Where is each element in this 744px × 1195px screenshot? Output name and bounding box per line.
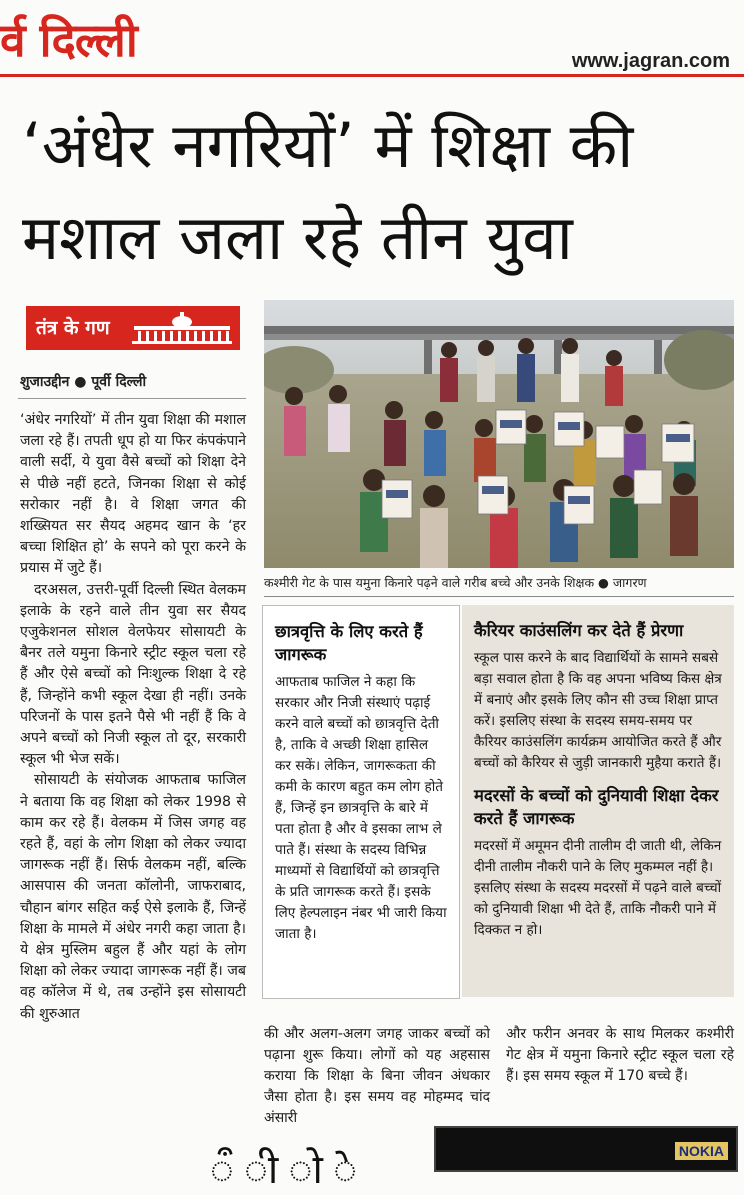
- headline-line-2: मशाल जला रहे तीन युवा: [22, 201, 573, 274]
- next-story-headline: ऀ ी ो े: [210, 1147, 357, 1193]
- madrasa-body: मदरसों में अमूमन दीनी तालीम दी जाती थी, लेकिन दीनी तालीम नौकरी पाने के लिए मुकम्मल नहीं है। इसलिए संस्था के सदस्य मदरसों में पढ़ने वाले बच्चों को दुनियावी शिक्षा भी देते हैं, ताकि नौकरी पाने में दिक्कत न हो।: [474, 838, 722, 938]
- byline: शुजाउद्दीन ● पूर्वी दिल्ली: [20, 374, 147, 390]
- masthead-rule: [0, 74, 744, 77]
- byline-rule: [18, 398, 246, 399]
- paragraph: ‘अंधेर नगरियों’ में तीन युवा शिक्षा की मशाल जला रहे हैं। तपती धूप हो या फिर कंपकंपाने वाली सर्दी, ये युवा वैसे बच्चों को शिक्षा देने से पीछे नहीं हटते, जिनका शिक्षा से कोई सरोकार नहीं है। वे शिक्षा जगत की शख्सियत सर सैयद अहमद खान के ‘हर बच्चा शिक्षित हो’ के सपने को पूरा करने के प्रयास में जुटे हैं।: [20, 412, 246, 577]
- section-name: र्व दिल्ली: [0, 13, 137, 67]
- advertisement[interactable]: [434, 1126, 738, 1172]
- parliament-icon: [130, 312, 234, 344]
- career-box: [462, 605, 734, 997]
- headline-line-1: ‘अंधेर नगरियों’ में शिक्षा की: [22, 109, 634, 182]
- scholarship-body: आफताब फाजिल ने कहा कि सरकार और निजी संस्थाएं पढ़ाई करने वाले बच्चों को छात्रवृत्ति देती है, ताकि वे अच्छी शिक्षा हासिल कर सकें। लेकिन, जागरूकता की कमी के कारण बहुत कम लोग होते हैं, जिन्हें इन छात्रवृत्ति के बारे में पता होता है और वे इसका लाभ ले पाते हैं। संस्था के सदस्य विभिन्न माध्यमों से विद्यार्थियों को छात्रवृत्ति के प्रति जागरूक करते हैं। इसके लिए हेल्पलाइन नंबर भी जारी किया जाता है।: [275, 674, 447, 942]
- site-url[interactable]: www.jagran.com: [571, 50, 730, 72]
- scholarship-box: [262, 605, 460, 999]
- continuation-middle: की और अलग-अलग जगह जाकर बच्चों को पढ़ाना शुरू किया। लोगों को यह अहसास कराया कि शिक्षा के बिना जीवन अंधकार जैसा होता है। इस समय वह मोहम्मद चांद अंसारी: [264, 1026, 490, 1126]
- column-tag: [26, 306, 240, 350]
- scholarship-heading: छात्रवृत्ति के लिए करते हैं जागरूक: [275, 622, 423, 664]
- ad-brand-logo: NOKIA: [675, 1142, 728, 1160]
- paragraph: सोसायटी के संयोजक आफताब फाजिल ने बताया कि वह शिक्षा को लेकर 1998 से काम कर रहे हैं। वेलकम में जिस जगह वह रहते हैं, वहां के लोग शिक्षा को लेकर ज्यादा जागरूक नहीं हैं। सिर्फ वेलकम नहीं, बल्कि आसपास की जनता कॉलोनी, जाफराबाद, चौहान बांगर सहित कई ऐसे इलाके हैं, जिन्हें शिक्षा के मामले में अंधेर नगरी कहा जाता है। ये क्षेत्र मुस्लिम बहुल हैं और यहां के लोग शिक्षा को लेकर ज्यादा जागरूक नहीं हैं। जब वह कॉलेज में थे, तब उन्होंने इस सोसायटी की शुरुआत: [20, 772, 246, 1022]
- madrasa-heading: मदरसों के बच्चों को दुनियावी शिक्षा देकर करते हैं जागरूक: [474, 786, 719, 828]
- career-body: स्कूल पास करने के बाद विद्यार्थियों के सामने सबसे बड़ा सवाल होता है कि वह अपना भविष्य किस क्षेत्र में बनाएं और इसके लिए कौन सी उच्च शिक्षा प्राप्त करें। इसलिए संस्था के सदस्य समय-समय पर कैरियर काउंसलिंग कार्यक्रम आयोजित करते हैं और बच्चों को कैरियर से जुड़ी जानकारी मुहैया कराते हैं।: [474, 650, 722, 771]
- continuation-right: और फरीन अनवर के साथ मिलकर कश्मीरी गेट क्षेत्र में यमुना किनारे स्ट्रीट स्कूल चला रहे हैं। इस समय स्कूल में 170 बच्चे हैं।: [506, 1026, 734, 1084]
- paragraph: दरअसल, उत्तरी-पूर्वी दिल्ली स्थित वेलकम इलाके के रहने वाले तीन युवा सर सैयद एजुकेशनल सोशल वेलफेयर सोसायटी के बैनर तले यमुना किनारे स्ट्रीट स्कूल चला रहे हैं और ऐसे बच्चों को निःशुल्क शिक्षा दे रहे हैं, जिन्होंने कभी स्कूल देखा ही नहीं। उनके परिजनों के पास इतने पैसे भी नहीं हैं कि वे अपने बच्चों को निजी स्कूल तो दूर, सरकारी स्कूल भी भेज सकें।: [20, 581, 246, 768]
- caption-rule: [264, 596, 734, 597]
- article-photo: [264, 300, 734, 568]
- career-heading: कैरियर काउंसलिंग कर देते हैं प्रेरणा: [474, 621, 684, 640]
- left-column: [20, 410, 246, 1025]
- photo-caption: कश्मीरी गेट के पास यमुना किनारे पढ़ने वाले गरीब बच्चे और उनके शिक्षक ● जागरण: [264, 575, 647, 590]
- photo-scene: [264, 300, 734, 568]
- headline: [22, 100, 738, 284]
- column-tag-label: तंत्र के गण: [36, 317, 110, 339]
